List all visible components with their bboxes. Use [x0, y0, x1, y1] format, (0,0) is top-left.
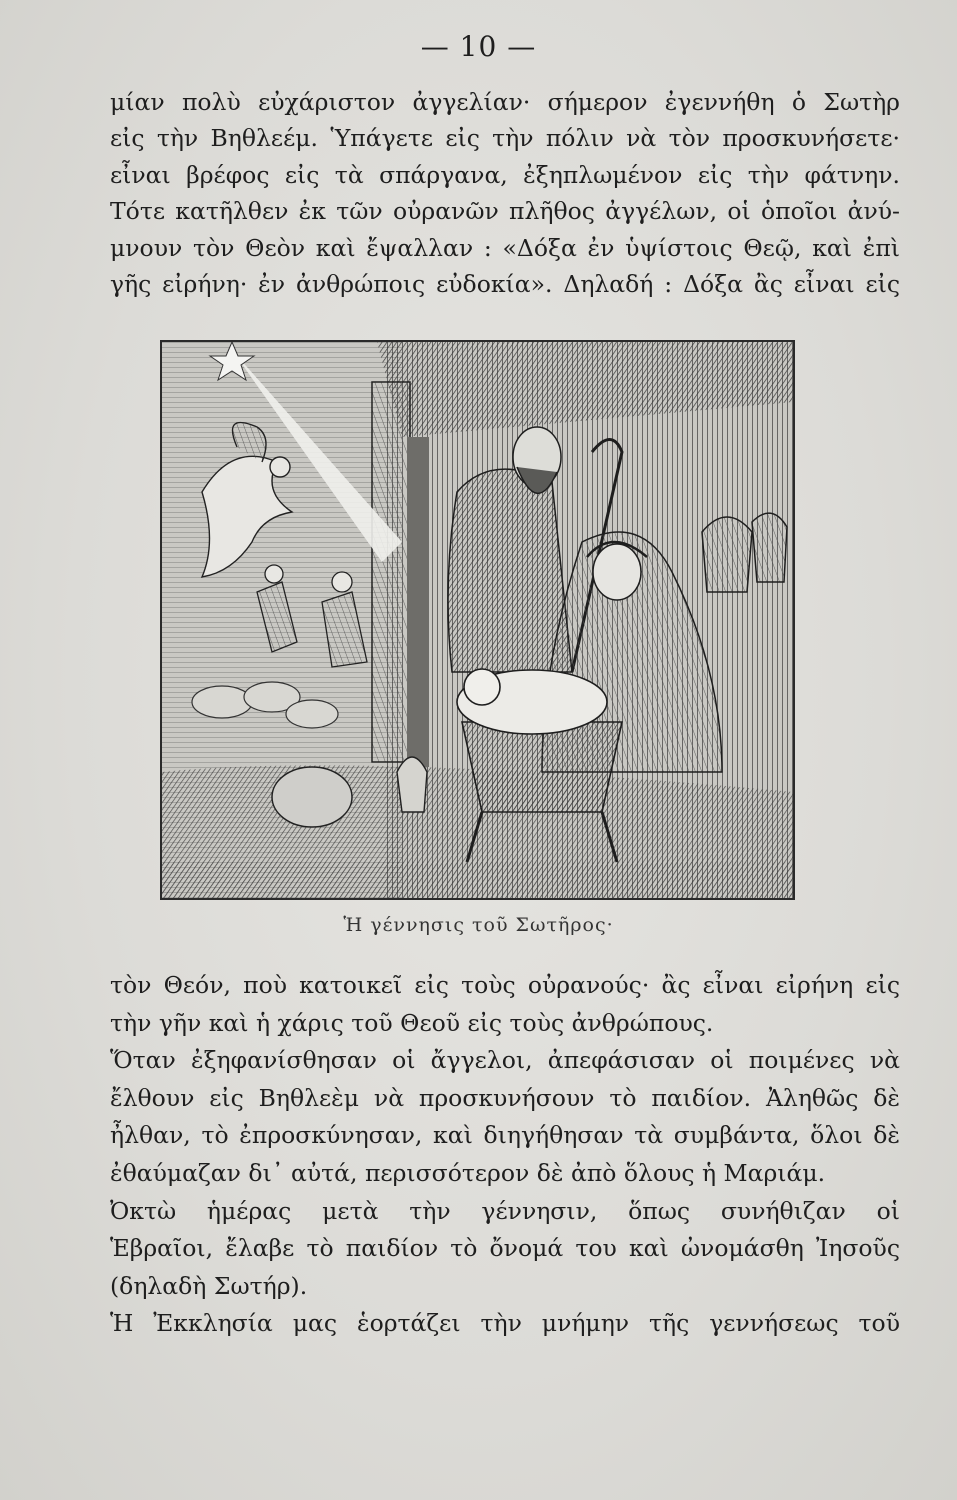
- text-line: ἔλθουν εἰς Βηθλεὲμ νὰ προσκυνήσουν τὸ παιδίον. Ἀληθῶς δὲ: [110, 1083, 900, 1112]
- text-line: μίαν πολὺ εὐχάριστον ἀγγελίαν· σήμερον ἐγεννήθη ὁ Σωτὴρ: [110, 88, 900, 116]
- text-line: Τότε κατῆλθεν ἐκ τῶν οὐρανῶν πλῆθος ἀγγέλων, οἱ ὁποῖοι ἀνύ-: [110, 197, 900, 226]
- top-paragraph: [110, 84, 900, 302]
- text-line: Ὅταν ἐξηφανίσθησαν οἱ ἄγγελοι, ἀπεφάσισαν οἱ ποιμένες νὰ: [110, 1046, 900, 1075]
- text-line: τὴν γῆν καὶ ἡ χάρις τοῦ Θεοῦ εἰς τοὺς ἀνθρώπους.: [110, 1008, 714, 1037]
- illustration-caption: Ἡ γέννησις τοῦ Σωτῆρος·: [343, 914, 614, 936]
- text-line: μνουν τὸν Θεὸν καὶ ἔψαλλαν : «Δόξα ἐν ὑψίστοις Θεῷ, καὶ ἐπὶ: [110, 233, 900, 262]
- text-line: Ἡ Ἐκκλησία μας ἑορτάζει τὴν μνήμην τῆς γεννήσεως τοῦ: [110, 1309, 900, 1338]
- nativity-illustration: [160, 340, 795, 900]
- text-line: (δηλαδὴ Σωτήρ).: [110, 1271, 308, 1300]
- bottom-paragraph: [110, 967, 900, 1343]
- text-line: γῆς εἰρήνη· ἐν ἀνθρώποις εὐδοκία». Δηλαδή : Δόξα ἂς εἶναι εἰς: [110, 269, 900, 298]
- text-line: εἰς τὴν Βηθλεέμ. Ὑπάγετε εἰς τὴν πόλιν νὰ τὸν προσκυνήσετε·: [110, 124, 900, 153]
- page-number: — 10 —: [420, 30, 537, 63]
- text-line: Ἑβραῖοι, ἔλαβε τὸ παιδίον τὸ ὄνομά του καὶ ὠνομάσθη Ἰησοῦς: [110, 1234, 900, 1263]
- text-line: εἶναι βρέφος εἰς τὰ σπάργανα, ἐξηπλωμένον εἰς τὴν φάτνην.: [110, 160, 900, 189]
- text-line: τὸν Θεόν, ποὺ κατοικεῖ εἰς τοὺς οὐρανούς· ἂς εἶναι εἰρήνη εἰς: [110, 971, 900, 999]
- text-line: Ὀκτὼ ἡμέρας μετὰ τὴν γέννησιν, ὅπως συνήθιζαν οἱ: [110, 1196, 900, 1225]
- text-line: ἐθαύμαζαν δι᾽ αὐτά, περισσότερον δὲ ἀπὸ ὅλους ἡ Μαριάμ.: [110, 1158, 826, 1187]
- text-line: ἦλθαν, τὸ ἐπροσκύνησαν, καὶ διηγήθησαν τὰ συμβάντα, ὅλοι δὲ: [110, 1121, 900, 1150]
